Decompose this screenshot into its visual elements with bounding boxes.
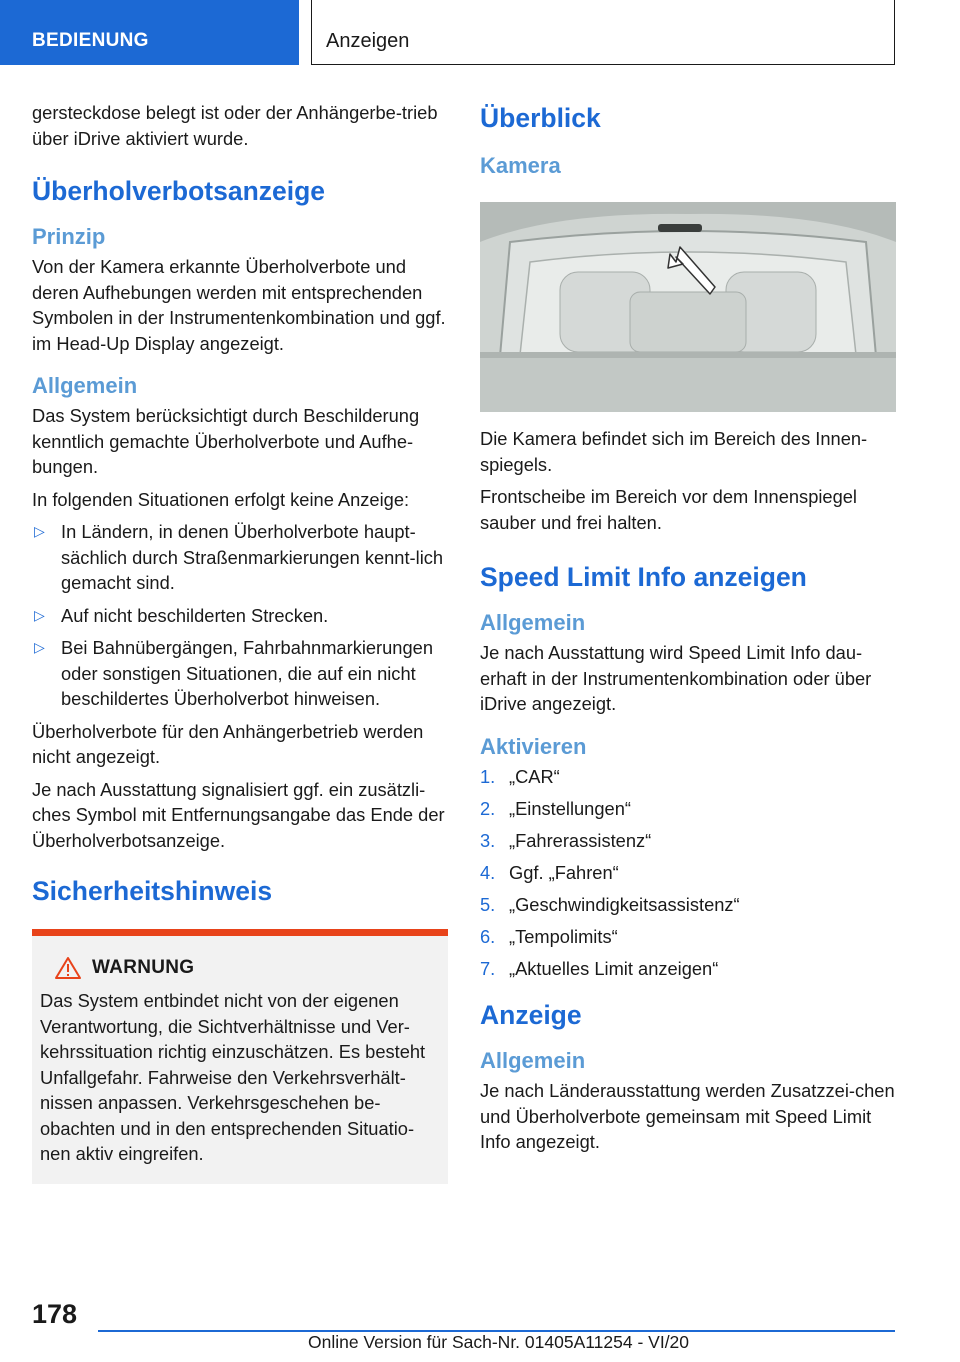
trailer-paragraph: Überholverbote für den Anhängerbetrieb werden nicht angezeigt. — [32, 720, 424, 767]
heading-overtake-display: Überholverbotsanzeige — [32, 176, 326, 206]
warning-text: Das System entbindet nicht von der eigenen Verantwortung, die Sichtverhältnisse und Ver‐kehrssituation richtig einzuschätzen. Es besteht Unfallgefahr. Fahrweise den Verkehrsverhält‐nissen anpassen. Verkehrsgeschehen be‐obachten und in den entsprechenden Situatio‐nen aktiv eingreifen. — [40, 990, 426, 1164]
warning-triangle-icon — [54, 956, 82, 980]
camera-location-image — [480, 202, 896, 412]
step-text: „Einstellungen“ — [509, 797, 631, 819]
step-number: 5. — [480, 893, 496, 915]
warning-header — [40, 956, 440, 980]
step-number: 4. — [480, 861, 496, 883]
windshield-paragraph: Frontscheibe im Bereich vor dem Innenspiegel sauber und frei halten. — [480, 486, 857, 533]
step-text: „Tempolimits“ — [509, 925, 618, 947]
heading-overview: Überblick — [480, 103, 601, 133]
warning-title: WARNUNG — [92, 957, 195, 978]
chapter-title: Anzeigen — [326, 30, 410, 52]
list-item — [480, 828, 896, 854]
right-column — [480, 100, 896, 1162]
heading-general: Allgemein — [480, 610, 586, 635]
situations-list — [32, 519, 448, 712]
intro-paragraph: gersteckdose belegt ist oder der Anhängerbe‐trieb über iDrive aktiviert wurde. — [32, 102, 438, 149]
list-item — [480, 796, 896, 822]
step-text: „Geschwindigkeitsassistenz“ — [509, 893, 740, 915]
list-item — [480, 956, 896, 982]
step-text: Ggf. „Fahren“ — [509, 861, 619, 883]
warning-box — [32, 929, 448, 1184]
general-paragraph: Das System berücksichtigt durch Beschilderung kenntlich gemachte Überholverbote und Aufhe‐bungen. — [32, 405, 420, 477]
heading-principle: Prinzip — [32, 224, 106, 249]
left-column — [32, 100, 448, 1184]
list-item — [480, 892, 896, 918]
display-paragraph: Je nach Länderausstattung werden Zusatzzei‐chen und Überholverbote gemeinsam mit Speed Limit Info angezeigt. — [480, 1080, 895, 1152]
step-number: 1. — [480, 765, 496, 787]
list-item — [32, 635, 448, 712]
step-number: 3. — [480, 829, 496, 851]
page-number: 178 — [32, 1299, 78, 1329]
list-item-text: Auf nicht beschilderten Strecken. — [61, 604, 329, 626]
triangle-right-icon: ▷ — [34, 606, 45, 623]
chapter-header — [311, 0, 895, 65]
step-number: 6. — [480, 925, 496, 947]
heading-general: Allgemein — [480, 1048, 586, 1073]
step-text: „Aktuelles Limit anzeigen“ — [509, 957, 719, 979]
online-version-note: Online Version für Sach-Nr. 01405A11254 - VI/20 — [308, 1332, 690, 1352]
speed-paragraph: Je nach Ausstattung wird Speed Limit Info dau‐erhaft in der Instrumentenkombination oder über iDrive angezeigt. — [480, 642, 872, 714]
step-number: 7. — [480, 957, 496, 979]
section-tab — [0, 0, 299, 65]
heading-activate: Aktivieren — [480, 733, 587, 759]
step-number: 2. — [480, 797, 496, 819]
list-item-text: Bei Bahnübergängen, Fahrbahnmarkierungen oder sonstigen Situationen, die auf ein nicht beschildertes Überholverbot hinweisen. — [61, 637, 433, 709]
heading-general: Allgemein — [32, 373, 138, 398]
heading-safety: Sicherheitshinweis — [32, 876, 273, 906]
list-item — [32, 519, 448, 596]
list-item — [480, 860, 896, 886]
list-item-text: In Ländern, in denen Überholverbote haupt‐sächlich durch Straßenmarkierungen kennt‐lich gemacht sind. — [61, 521, 444, 593]
triangle-right-icon: ▷ — [34, 639, 45, 655]
heading-camera: Kamera — [480, 153, 561, 178]
step-text: „CAR“ — [509, 765, 560, 787]
section-title: BEDIENUNG — [32, 30, 149, 51]
step-text: „Fahrerassistenz“ — [509, 829, 652, 851]
principle-paragraph: Von der Kamera erkannte Überholverbote und deren Aufhebungen werden mit entsprechenden Symbolen in der Instrumentenkombination und ggf. im Head-Up Display angezeigt. — [32, 256, 446, 354]
list-item — [480, 764, 896, 790]
triangle-right-icon: ▷ — [34, 523, 45, 539]
symbol-paragraph: Je nach Ausstattung signalisiert ggf. ein zusätzli‐ches Symbol mit Entfernungsangabe das Ende der Überholverbotsanzeige. — [32, 778, 445, 851]
camera-paragraph: Die Kamera befindet sich im Bereich des Innen‐spiegels. — [480, 428, 868, 475]
situations-intro: In folgenden Situationen erfolgt keine Anzeige: — [32, 488, 410, 510]
list-item — [32, 603, 448, 629]
activation-steps — [480, 764, 896, 982]
heading-speed-limit-info: Speed Limit Info anzeigen — [480, 562, 807, 592]
heading-display: Anzeige — [480, 1000, 582, 1030]
list-item — [480, 924, 896, 950]
